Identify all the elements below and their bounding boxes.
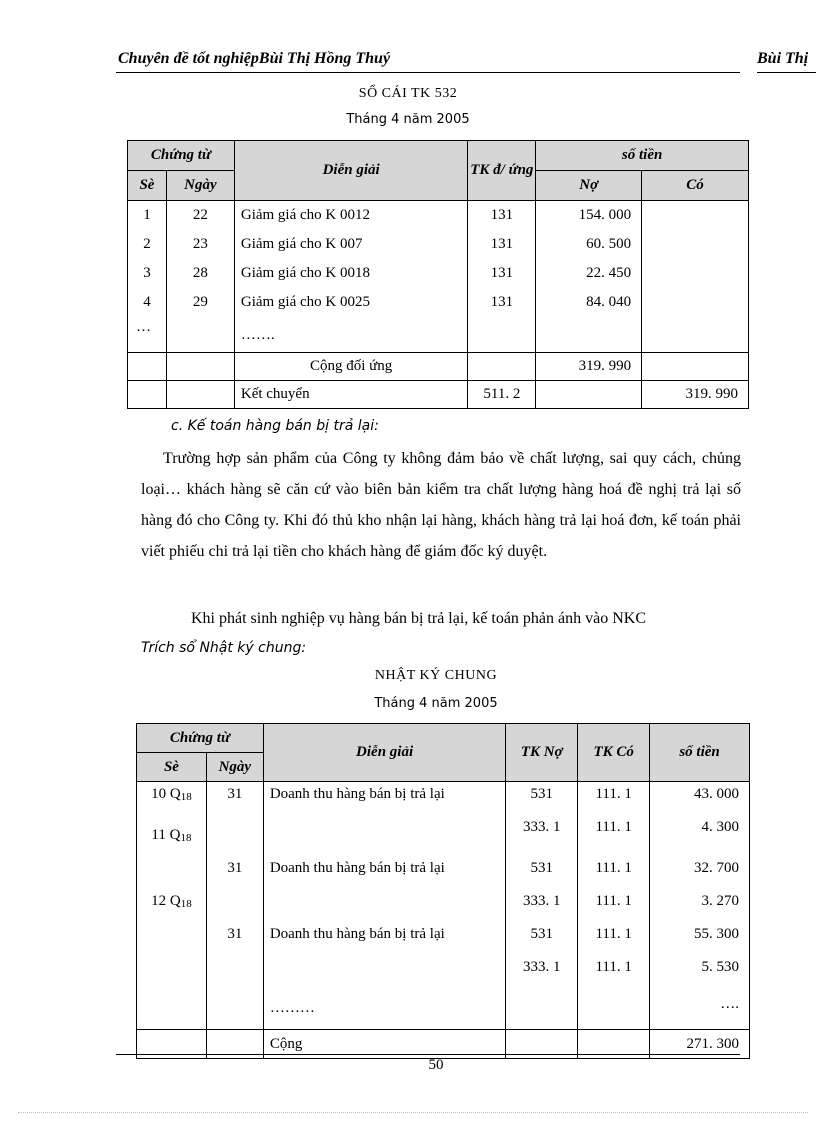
table-row [128,319,749,353]
excerpt-label: Trích sổ Nhật ký chung: [141,640,307,656]
cell-tk-co: 111. 1 [578,889,650,922]
page-number: 50 [428,1057,444,1073]
table-row [128,290,749,319]
transfer-co: 319. 990 [642,381,749,409]
transfer-tk: 511. 2 [468,381,536,409]
cell-no: 84. 040 [536,290,642,319]
cell-empty [642,353,749,381]
cell-dien-giai: Doanh thu hàng bán bị trả lại [263,856,506,889]
cell-empty [137,988,207,1030]
cell-co [642,290,749,319]
ledger-subtitle: Tháng 4 năm 2005 [346,112,470,127]
header-chung-tu: Chứng từ [128,141,235,171]
cell-tk: 131 [468,290,536,319]
header-tk-co: TK Có [578,724,650,782]
cell-co [642,232,749,261]
header-ngay: Ngày [166,171,234,201]
cell-dien-giai: Doanh thu hàng bán bị trả lại [263,782,506,816]
cell-empty [128,381,167,409]
table-row [137,856,750,889]
cell-tk: 131 [468,232,536,261]
header-so: Sè [128,171,167,201]
cell-dien-giai [263,955,506,988]
transfer-label: Kết chuyển [234,381,468,409]
cell-co [642,201,749,233]
cell-tk: 131 [468,201,536,233]
cell-tk-co: 111. 1 [578,922,650,955]
header-chung-tu: Chứng từ [137,724,264,753]
paragraph-nkc-text: Khi phát sinh nghiệp vụ hàng bán bị trả lại, kế toán phản ánh vào NKC [191,610,647,627]
cell-dien-giai: Doanh thu hàng bán bị trả lại [263,922,506,955]
cell-no [536,319,642,353]
dotted-divider [18,1112,808,1113]
cell-so: … [128,319,167,353]
cell-dien-giai: Giảm giá cho K 0018 [234,261,468,290]
cell-no: 22. 450 [536,261,642,290]
cell-tk-no: 531 [506,782,578,816]
so-subscript: 18 [180,791,192,803]
cell-tien: …. [650,988,750,1030]
cell-ngay [166,319,234,353]
cell-tk-no: 333. 1 [506,955,578,988]
table-row [137,988,750,1030]
total-row [128,353,749,381]
header-co: Có [642,171,749,201]
cell-tien: 43. 000 [650,782,750,816]
cell-so: 4 [128,290,167,319]
cell-so: 3 [128,261,167,290]
cell-so [137,782,207,816]
cell-dien-giai [263,815,506,856]
section-heading: c. Kế toán hàng bán bị trả lại: [171,418,379,434]
cell-dien-giai: ……. [234,319,468,353]
cell-dien-giai [263,889,506,922]
so-subscript: 18 [180,898,192,910]
cell-ngay: 31 [206,782,263,816]
cell-tk-co [578,988,650,1030]
total-label: Cộng đối ứng [234,353,468,381]
header-rule [116,72,740,73]
header-right-text: Bùi Thị [757,50,809,67]
so-text: 12 Q [151,893,181,909]
header-rule-right [757,72,816,73]
cell-no: 154. 000 [536,201,642,233]
header-so-tien: số tiền [650,724,750,782]
cell-ngay [206,889,263,922]
cell-tk-co: 111. 1 [578,782,650,816]
cell-co [642,319,749,353]
header-no: Nợ [536,171,642,201]
cell-ngay: 31 [206,856,263,889]
cell-tien: 32. 700 [650,856,750,889]
cell-tk-no: 333. 1 [506,815,578,856]
cell-dien-giai: ……… [263,988,506,1030]
cell-ngay [206,955,263,988]
table-row [137,955,750,988]
cell-tk-co: 111. 1 [578,955,650,988]
header-so-tien: số tiền [536,141,749,171]
cell-tk-no: 531 [506,856,578,889]
cell-tk: 131 [468,261,536,290]
total-no: 319. 990 [536,353,642,381]
table-row [137,782,750,816]
paragraph-returns-text: Trường hợp sản phẩm của Công ty không đảm bảo về chất lượng, sai quy cách, chủng loại… khách hàng sẽ căn cứ vào biên bản kiểm tra chất lượng hàng hoá đề nghị trả lại số hàng đó cho Công ty. Khi đó thủ kho nhận lại hàng, khách hàng trả lại hoá đơn, kế toán phải viết phiếu chi trả lại tiền cho khách hàng để giám đốc ký duyệt. [141,450,741,560]
cell-co [642,261,749,290]
cell-ngay [206,988,263,1030]
journal-table [136,723,750,1059]
cell-so: 1 [128,201,167,233]
ledger-title: SỔ CÁI TK 532 [358,86,458,101]
cell-tk [468,319,536,353]
so-text: 10 Q [151,786,181,802]
header-so: Sè [137,753,207,782]
journal-subtitle: Tháng 4 năm 2005 [374,696,498,711]
cell-dien-giai: Giảm giá cho K 0012 [234,201,468,233]
cell-tien: 4. 300 [650,815,750,856]
paragraph-returns [141,443,741,567]
cell-ngay: 28 [166,261,234,290]
so-text: 11 Q [151,827,181,843]
cell-ngay [206,815,263,856]
header-tk-doi-ung: TK đ/ ứng [468,141,536,201]
journal-title: NHẬT KÝ CHUNG [374,668,498,683]
transfer-row [128,381,749,409]
table-row [128,232,749,261]
header-dien-giai: Diễn giải [263,724,506,782]
table-row [137,815,750,856]
paragraph-nkc [141,603,741,634]
cell-ngay: 29 [166,290,234,319]
total-label: Cộng [263,1030,506,1059]
total-tien: 271. 300 [650,1030,750,1059]
cell-ngay: 23 [166,232,234,261]
cell-dien-giai: Giảm giá cho K 007 [234,232,468,261]
cell-so [137,815,207,856]
cell-empty [137,955,207,988]
cell-empty [468,353,536,381]
cell-empty [536,381,642,409]
cell-ngay: 31 [206,922,263,955]
cell-tk-no: 333. 1 [506,889,578,922]
table-row [128,261,749,290]
cell-empty [166,353,234,381]
cell-empty [137,922,207,955]
ledger-table [127,140,749,409]
cell-tien: 3. 270 [650,889,750,922]
cell-so: 2 [128,232,167,261]
cell-tk-no: 531 [506,922,578,955]
footer-rule [116,1054,740,1055]
cell-empty [137,856,207,889]
header-dien-giai: Diễn giải [234,141,468,201]
table-row [128,201,749,233]
so-subscript: 18 [180,832,192,844]
cell-tk-co: 111. 1 [578,815,650,856]
cell-tk-no [506,988,578,1030]
cell-tk-co: 111. 1 [578,856,650,889]
table-row [137,889,750,922]
cell-tien: 55. 300 [650,922,750,955]
cell-empty [128,353,167,381]
cell-dien-giai: Giảm giá cho K 0025 [234,290,468,319]
table-row [137,922,750,955]
header-tk-no: TK Nợ [506,724,578,782]
cell-empty [166,381,234,409]
cell-ngay: 22 [166,201,234,233]
header-title: Chuyên đề tốt nghiệpBùi Thị Hồng Thuý [118,50,391,67]
header-ngay: Ngày [206,753,263,782]
cell-tien: 5. 530 [650,955,750,988]
cell-no: 60. 500 [536,232,642,261]
cell-so [137,889,207,922]
